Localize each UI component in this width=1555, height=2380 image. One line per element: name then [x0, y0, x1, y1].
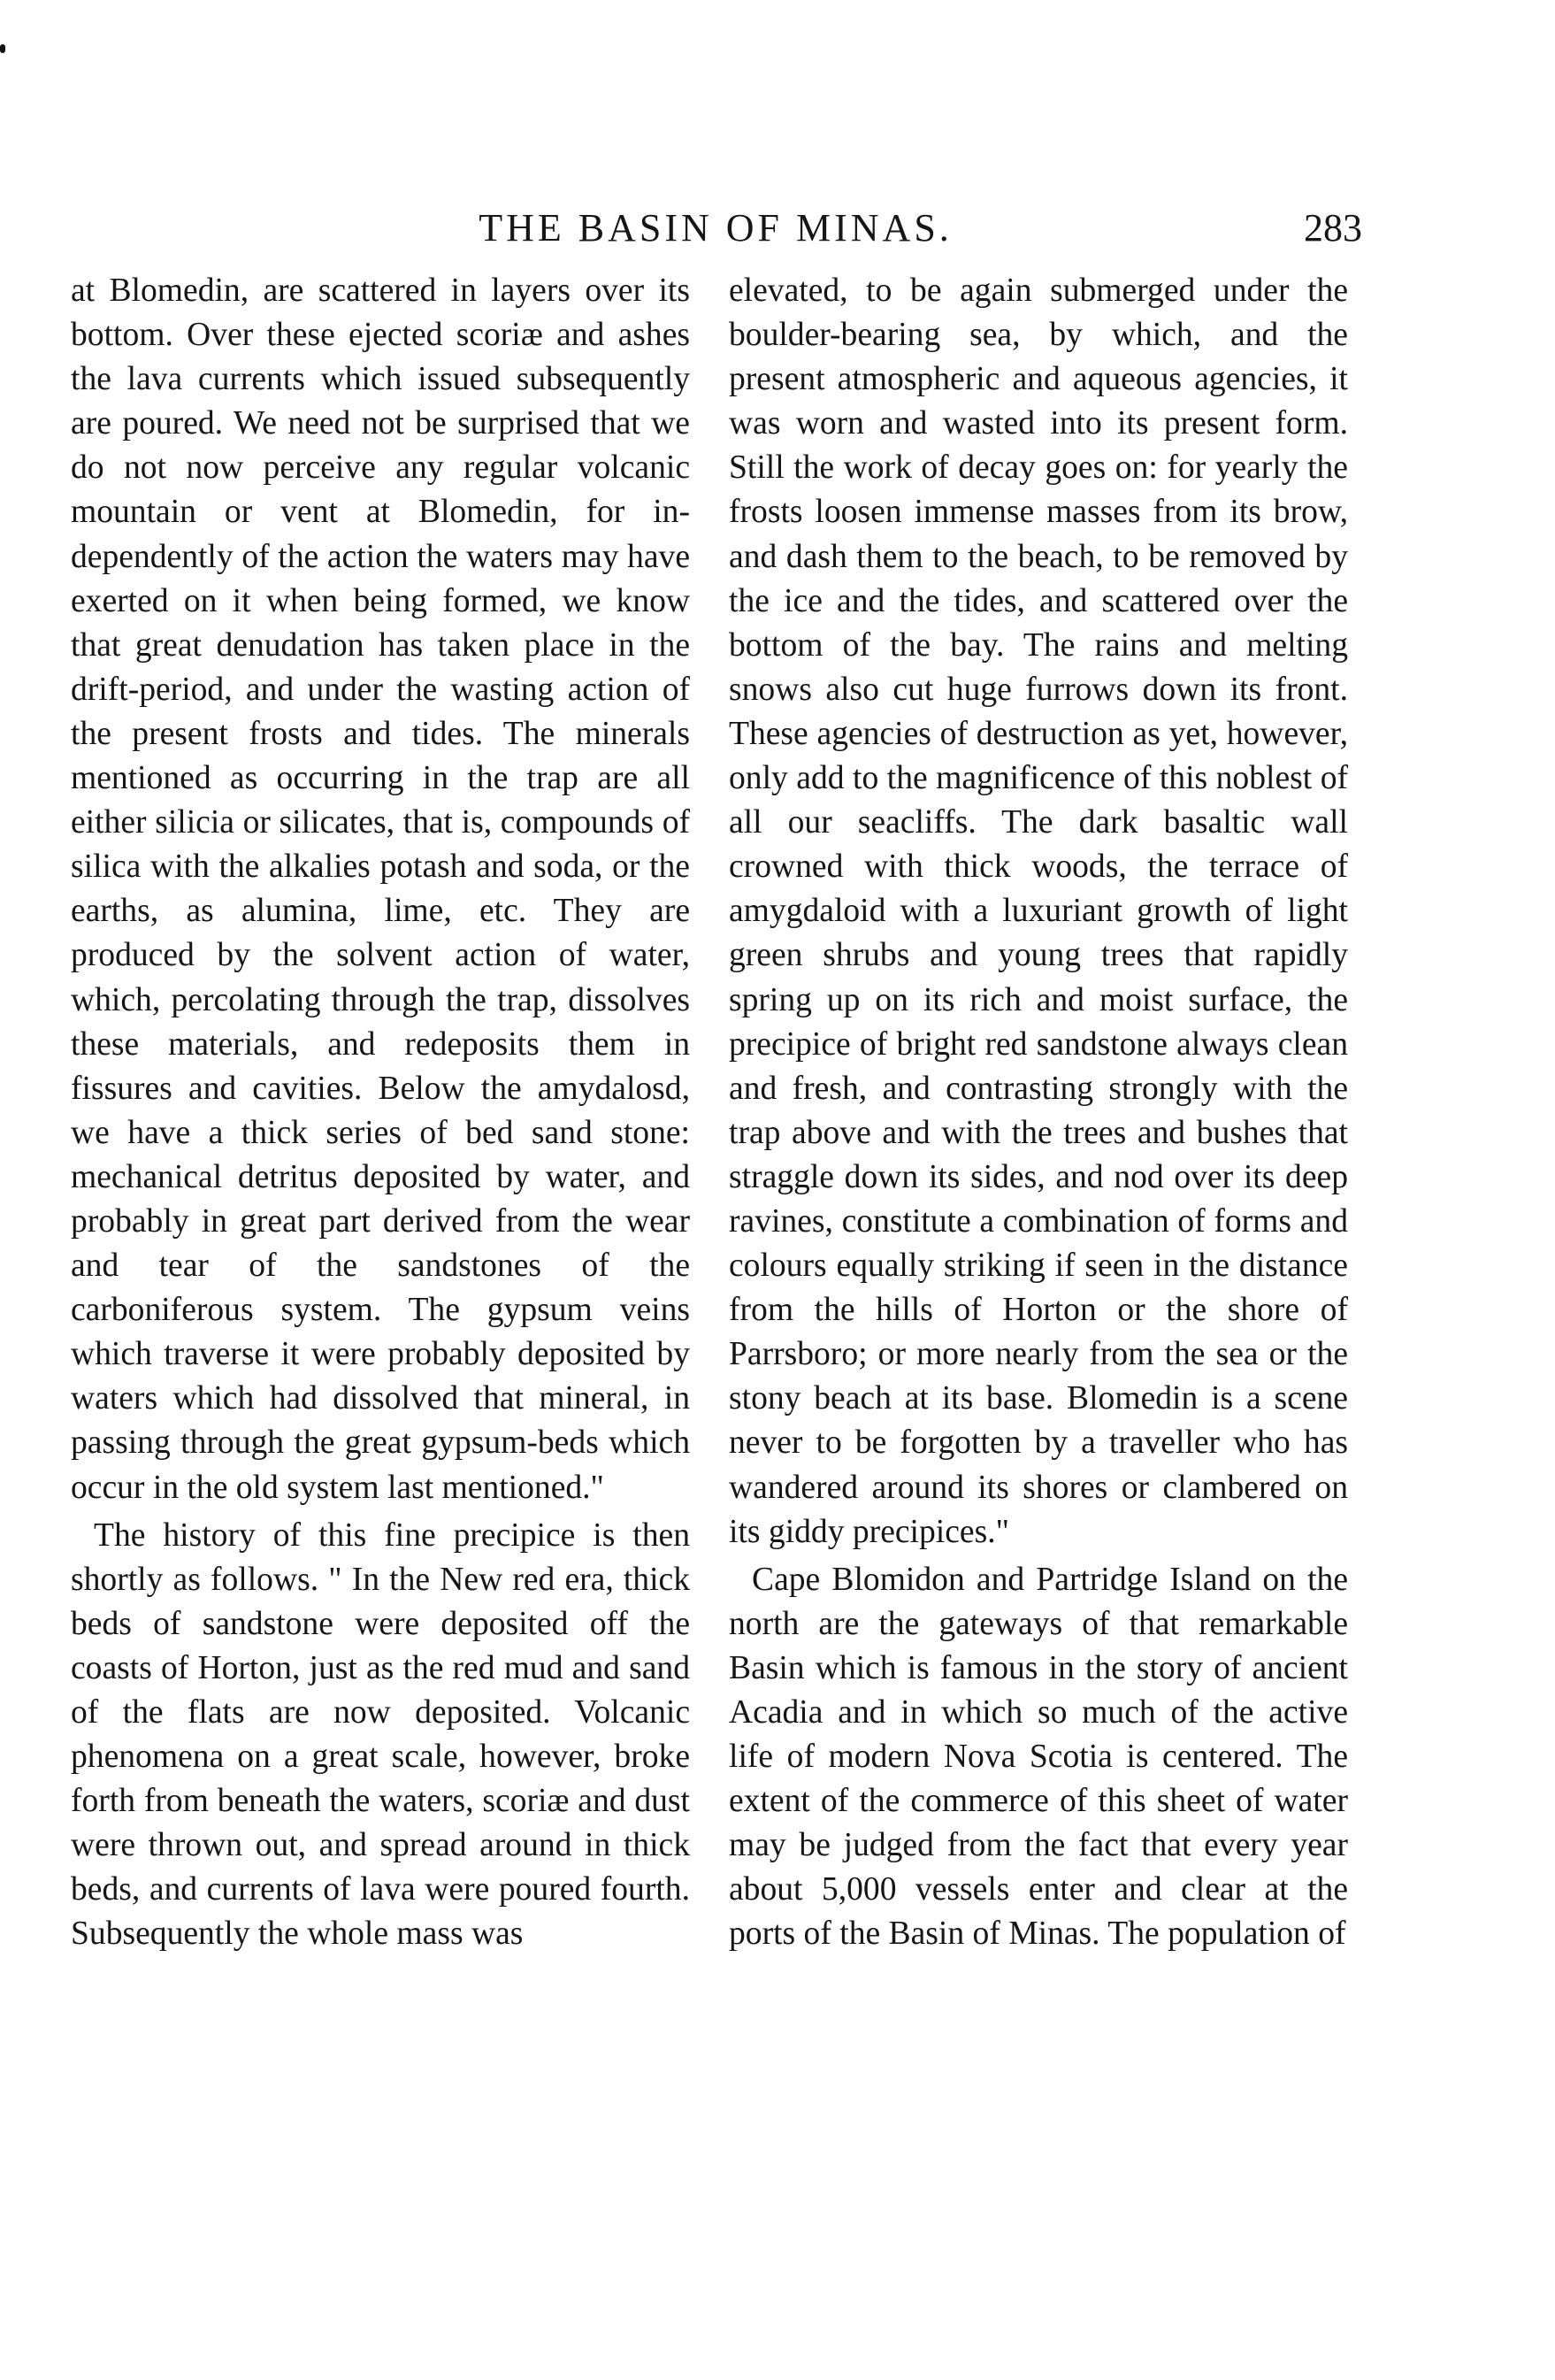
- page-header: [69, 202, 1362, 255]
- paragraph: elevated, to be again submerged under the boulder-bearing sea, by which, and the present atmospheric and aqueous agencies, it was worn and wasted into its present form. Still the work of decay goes on: for yearly the frosts loosen immense masses from its brow, and dash them to the beach, to be removed by the ice and the tides, and scattered over the bottom of the bay. The rains and melting snows also cut huge furrows down its front. These agencies of destruction as yet, however, only add to the magnificence of this noblest of all our seacliffs. The dark basaltic wall crowned with thick woods, the terrace of amygdaloid with a luxuriant growth of light green shrubs and young trees that rapidly spring up on its rich and moist surface, the precipice of bright red sandstone always clean and fresh, and contrasting strongly with the trap above and with the trees and bushes that straggle down its sides, and nod over its deep ravines, constitute a combination of forms and colours equally striking if seen in the distance from the hills of Horton or the shore of Parrsboro; or more nearly from the sea or the stony beach at its base. Blomedin is a scene never to be forgotten by a traveller who has wandered around its shores or clambered on its giddy precipices.": [729, 273, 1348, 1550]
- print-speck: [0, 44, 5, 53]
- running-head: THE BASIN OF MINAS.: [479, 206, 953, 250]
- paragraph: at Blomedin, are scattered in layers over its bottom. Over these ejected scoriæ and ashes the lava currents which issued subsequently are poured. We need not be surprised that we do not now perceive any regular volcanic mountain or vent at Blomedin, for independently of the action the waters may have exerted on it when being formed, we know that great denudation has taken place in the drift-period, and under the wasting action of the present frosts and tides. The minerals mentioned as occurring in the trap are all either silicia or silicates, that is, compounds of silica with the alkalies potash and soda, or the earths, as alumina, lime, etc. They are produced by the solvent action of water, which, percolating through the trap, dissolves these materials, and redeposits them in fissures and cavities. Below the amydalosd, we have a thick series of bed sand stone: mechanical detritus deposited by water, and probably in great part derived from the wear and tear of the sandstones of the carboniferous system. The gypsum veins which traverse it were probably deposited by waters which had dissolved that mineral, in passing through the great gypsum-beds which occur in the old system last mentioned.": [71, 273, 690, 1506]
- paragraph: The history of this fine precipice is then shortly as follows. " In the New red era, thick beds of sandstone were deposited off the coasts of Horton, just as the red mud and sand of the flats are now deposited. Volcanic phenomena on a great scale, however, broke forth from beneath the waters, scoriæ and dust were thrown out, and spread around in thick beds, and currents of lava were poured fourth. Subsequently the whole mass was: [71, 1516, 690, 1953]
- paragraph: Cape Blomidon and Partridge Island on the north are the gateways of that remarkable Basin which is famous in the story of ancient Acadia and in which so much of the active life of modern Nova Scotia is centered. The extent of the commerce of this sheet of water may be judged from the fact that every year about 5,000 vessels enter and clear at the ports of the Basin of Minas. The population of: [729, 1561, 1348, 1953]
- left-column: [71, 269, 690, 1957]
- page-number: 283: [1304, 206, 1362, 250]
- right-column: [729, 269, 1348, 1957]
